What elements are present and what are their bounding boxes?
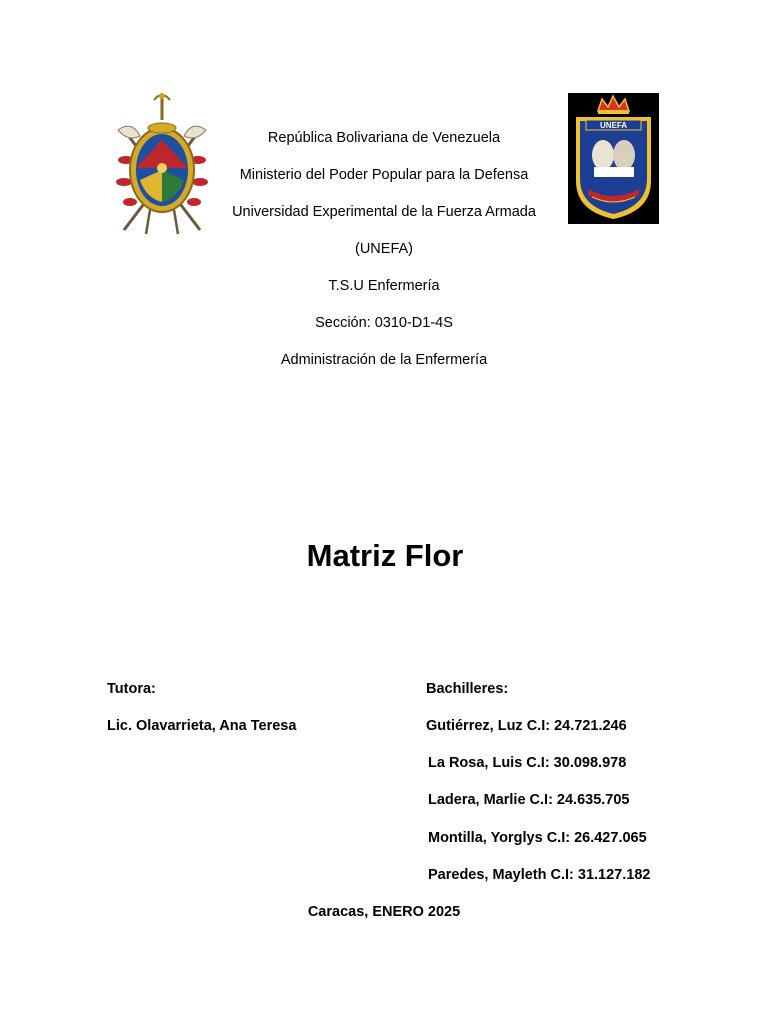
place-date: Caracas, ENERO 2025 [307, 904, 461, 920]
document-title: Matriz Flor [306, 538, 464, 573]
student-item: Ladera, Marlie C.I: 24.635.705 [428, 792, 630, 808]
header-acronym: (UNEFA) [355, 241, 413, 257]
student-item: Montilla, Yorglys C.I: 26.427.065 [428, 830, 647, 846]
unefa-banner-text: UNEFA [599, 121, 628, 130]
header-ministry: Ministerio del Poder Popular para la Defensa [239, 167, 529, 183]
student-item: Paredes, Mayleth C.I: 31.127.182 [428, 867, 651, 883]
tutor-name: Lic. Olavarrieta, Ana Teresa [107, 718, 297, 734]
student-item: Gutiérrez, Luz C.I: 24.721.246 [426, 718, 627, 734]
header-republic: República Bolivariana de Venezuela [267, 130, 501, 146]
header-university: Universidad Experimental de la Fuerza Armada [232, 204, 536, 220]
tutor-heading: Tutora: [107, 681, 156, 697]
header-program: T.S.U Enfermería [328, 278, 440, 294]
header-subject: Administración de la Enfermería [280, 352, 488, 368]
student-item: La Rosa, Luis C.I: 30.098.978 [428, 755, 627, 771]
students-heading: Bachilleres: [426, 681, 509, 697]
header-section: Sección: 0310-D1-4S [315, 315, 453, 331]
